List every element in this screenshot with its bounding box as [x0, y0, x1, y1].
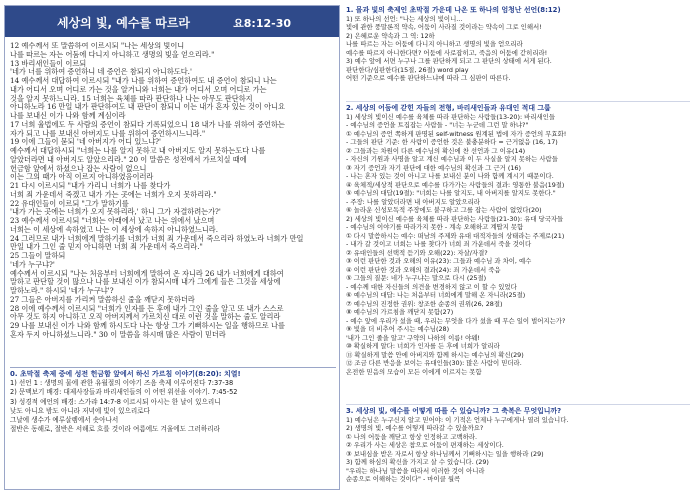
outline-line: - 자신의 기원과 사명을 알고 계신 예수님과 이 두 사실을 알지 못하는 사람들 — [346, 155, 558, 163]
outline-line: ③ 이런 판단한 것과 오해의 이유(23): 그들과 예수님 과 차이, 예수 — [346, 257, 532, 265]
passage-line: 25 그들이 말하되 — [10, 251, 66, 260]
outline-line: ③ 자기 증언과 자기 판단에 대한 예수님의 확신과 그 근거 (16) — [346, 163, 521, 172]
passage-line: 21 다시 이르시되 "내가 가리니 너희가 나를 찾다가 — [10, 181, 171, 190]
outline-line: 2) 은혜로운 약속과 그 역: 12하 — [346, 31, 435, 40]
outline-line: 어떤 기준으로 예수를 판단하느냐에 따라 그 심판이 따른다. — [346, 74, 511, 82]
outline-line: ① 예수님의 증언 쪽하게 판명된 self-witness 원계된 법에 자가 증언의 무효화! — [346, 129, 567, 138]
passage-line: 아무 것도 하지 아니하고 오직 아버지께서 가르치신 대로 이런 것을 말하는 줄도 알리라 — [10, 312, 281, 322]
passage-line: 말하노라." 하시되 '네가 누구냐'? — [10, 286, 114, 295]
outline-line: - 주장: 나를 알았더라면 내 아버지도 알았으리라 — [346, 197, 480, 206]
outline-line: 3) 함께 하심의 확신을 가지고 살 수 있습니다. (29) — [346, 458, 489, 466]
section-2-lines — [346, 113, 690, 377]
passage-line: 혼자 두지 아니하셨느니라." 30 이 말씀을 하시매 많은 사람이 믿더라 — [10, 329, 226, 339]
outline-line: ② 그들과는 차원이 다른 예수님의 확신에 찬 선언과 그 이유(14) — [346, 146, 526, 155]
outline-line: 순종으로 이해하는 것이다" - 마이클 월콕 — [346, 475, 461, 483]
outline-line: - 내가 갈 것이고 너희는 나를 찾다가 너희 죄 가운데서 죽을 것이다 — [346, 240, 532, 248]
outline-line: ⑩ 확실하게 알다: 너희가 인자를 든 후에 너희가 알리라 — [346, 342, 500, 350]
outline-line: ⑧ 예수님의 가르침을 깨닫지 못함(27) — [346, 308, 454, 316]
outline-line: - 그들의 판단 기준: 한 사람이 증언한 것은 불충분하다 = 근거없음 (16, 17) — [346, 138, 558, 146]
outline-line: 빛에 관한 풍말론적 약속, 어둠이 사라질 것이라는 약속이 그로 인해서! — [346, 23, 542, 31]
scripture-reference: 요8:12-30 — [233, 17, 291, 30]
passage-line: 아니하노라 16 만일 내가 판단하여도 내 판단이 참되니 이는 내가 혼자 있는 것이 아니요 — [10, 102, 285, 112]
outline-line: ⑤ 예수님의 대답(19절): "너희는 나를 알지도, 내 아버지를 알지도 못한다." — [346, 189, 556, 197]
outline-line: ① 나의 어둠을 깨닫고 항상 인정하고 고백하라. — [346, 432, 478, 441]
outline-line: ⑫ 조금 다른 반응을 보이는 유대인들(30): 많은 사람이 믿더라. — [346, 359, 522, 367]
section-divider — [346, 101, 690, 102]
passage-line: '내가 가는 곳에는 너희가 오지 못하리라,' 하니 그가 자결하려는가?' — [10, 207, 221, 217]
section-0 — [10, 370, 336, 488]
outline-line: - 예수님의 이야기를 따라가지 못한 - 계속 오해하고 계땁지 못함 — [346, 223, 524, 231]
left-column — [4, 5, 340, 490]
page-title: 세상의 빛, 예수를 따르라 — [57, 16, 191, 30]
section-0-heading: 0. 초막절 축제 중에 성전 헌금함 앞에서 하신 가르침 이야기(8:20): 치열! — [10, 370, 241, 378]
section-2-heading: 2. 세상의 어둠에 갇힌 자들의 전형, 바리새인들과 유대인 적대 그룹 — [346, 104, 551, 112]
outline-line: ① 다시 말씀하시는 예수: 떠남의 주제와 유대 대적자들의 상태라는 주제로(21) — [346, 231, 565, 240]
outline-line: - 예수님의 증언을 트집잡는 사람들 - "너는 누군데 그런 말 하냐?" — [346, 121, 529, 129]
outline-line: ⑨ 빛을 더 비추어 주시는 예수님(28) — [346, 325, 450, 333]
passage-line: 19 이에 그들이 묻되 '네 아버지가 어디 있느냐?' — [10, 137, 161, 147]
title-bar — [5, 6, 339, 37]
section-3 — [346, 407, 690, 489]
passage-line: 자가 되고 나를 보내신 아버지도 나를 위하여 증언하시느니라." — [10, 128, 206, 138]
outline-line: "우리는 하나님 말씀을 따라서 이러한 것이 아니라 — [346, 466, 485, 475]
passage-line: '네가 너를 위하여 증언하니 네 증언은 참되지 아니하도다.' — [10, 67, 192, 77]
outline-line: 2) 생명의 빛, 예수를 어떻게 따라갈 수 있을까요? — [346, 424, 484, 432]
passage-line: 28 이에 예수께서 이르시되 "너희가 인자를 든 후에 내가 그인 줄을 알고 또 내가 스스로 — [10, 303, 284, 313]
outline-line: - 예수께 대한 자신들의 의견을 변경하지 않고 이 할 수 있었다 — [346, 282, 517, 291]
passage-line: 내가 어디서 오며 어디로 가는 것을 알거니와 너희는 내가 어디서 오며 어디로 가는 — [10, 84, 267, 94]
outline-line: ② 유대인들의 선택적 듣기와 오해(22): 자살/자결? — [346, 248, 488, 257]
outline-line: 판단한다/심판한다(15절, 26절) word play — [346, 65, 469, 74]
right-column — [346, 5, 690, 490]
outline-line: ④ 이런 판단한 것과 오해의 결과(24): 죄 가운데서 죽음 — [346, 265, 501, 274]
outline-line: 3) 예수 앞에 서면 누구나 그를 판단하게 되고 그 판단의 상태에 서게 된다. — [346, 57, 552, 65]
section-0-lines — [10, 379, 336, 434]
section-divider — [346, 404, 690, 405]
passage-line: 예수께서 대답하시되 "너희는 나를 알지 못하고 내 아버지도 알지 못하는도다 나를 — [10, 146, 266, 155]
outline-line: - 나는 혼자 있는 것이 아니고 나를 보내신 분이 나와 함께 계시기 때문이다. — [346, 172, 554, 180]
outline-line: 나를 따르는 자는 어둠에 다니지 아니하고 생명의 빛을 얻으리라 — [346, 40, 523, 48]
outline-line: 2) 문맥보기 배경: 대제사장들과 바리새인들의 이 어떤 위선을 이야기. 7:45-52 — [10, 388, 238, 397]
outline-line: ③ 보내심을 받은 자로서 항상 하나님께서 기뻐하시는 일을 행하라 (29) — [346, 449, 544, 458]
passage-line: 것을 알지 못하느니라. 15 너희는 육체를 따라 판단하나 나는 아무도 판단하지 — [10, 93, 253, 103]
passage-line: 나를 따르는 자는 어둠에 다니지 아니하고 생명의 빛을 얻으리라." — [10, 49, 215, 59]
outline-line: 1) 예수님은 누구신지 알고 믿어야: 이 기적은 언제나 누구에게나 열려 있습니다. — [346, 415, 569, 424]
outline-line: '내가 그인 줄을 알고' 구약의 나하의 이름! 야웨! — [346, 333, 480, 342]
section-2 — [346, 104, 690, 400]
outline-line: 절반은 동해로, 절반은 서해로 흐를 것이라 여름에도 겨울에도 그러하리라 — [10, 425, 220, 434]
passage-line: 너희 죄 가운데서 죽겠고 내가 가는 곳에는 너희가 오지 못하리라." — [10, 189, 217, 199]
passage-line: '네가 누구냐?' — [10, 259, 55, 269]
passage-line: 이는 그의 때가 아직 이르지 아니하였음이러라 — [10, 172, 154, 182]
outline-line: 그날에 생수가 예루살렘에서 솟아나서 — [10, 416, 119, 425]
outline-line: ④ 육체적/세상적 판단으로 예수를 다가가는 사람들의 결과: 영통한 불음(19절) — [346, 180, 565, 189]
outline-line: 1) 선언 1 : 생명의 물에 관한 유월절의 이야기 즈음 축제 이루어진다 7:37-38 — [10, 379, 234, 388]
outline-line: ⑪ 확실하게 말씀 안에 아버지와 함께 하시는 예수님의 확신(29) — [346, 350, 524, 359]
passage-line: 너희는 이 세상에 속하였고 나는 이 세상에 속하지 아니하였느니라. — [10, 224, 219, 234]
passage-line: 13 바리새인들이 이르되 — [10, 58, 87, 68]
outline-line: 1) 또 하나의 선언: "나는 세상의 빛이니... — [346, 14, 463, 23]
passage-line: 17 너희 율법에도 두 사람의 증언이 참되다 기록되었으니 18 내가 나를 위하여 증언하는 — [10, 119, 285, 129]
section-divider — [10, 367, 336, 368]
passage-line: 나를 보내신 이가 나와 함께 계심이라 — [10, 111, 126, 120]
outline-line: 3) 성경적 예언의 배경: 스가랴 14:7-8 이르시되 아시는 한 날이 있으리니 — [10, 397, 221, 406]
outline-line: ⑥ 예수님의 대답: 나는 처음부터 너희에게 말해 온 자니라(25절) — [346, 291, 526, 299]
outline-line: 낮도 아니요 밤도 아니라 저녁에 빛이 있으리로다 — [10, 406, 150, 415]
passage-line: 예수께서 이르시되 "나는 처음부터 너희에게 말하여 온 자니라 26 내가 너희에게 대하여 — [10, 268, 284, 278]
passage-line: 23 예수께서 이르시되 "너희는 아래에서 났고 나는 위에서 났으며 — [10, 216, 215, 225]
passage-line: 만일 내가 그인 줄 믿지 아니하면 너희 죄 가운데서 죽으리라." — [10, 242, 203, 252]
section-1-lines — [346, 15, 690, 83]
passage-line: 14 예수께서 대답하여 이르시되 "내가 나를 위하여 증언하여도 내 증언이 참되니 나는 — [10, 76, 277, 85]
outline-line: ⑤ 그들의 질문: 네가 누구냐는 말으로 다시 (25절) — [346, 274, 487, 282]
section-1-heading: 1. 몰과 빛의 축제인 초막절 가운데 나온 또 하나의 엄청난 선언(8:12) — [346, 6, 561, 14]
outline-line: - 예수 앞에 우리가 섰을 때, 우리는 무엇을 다가 섰을 때 무슨 일이 벌어지는가? — [346, 316, 566, 325]
outline-line: ⑥ 놀라운 신성모독적 주장에도 붙구하고 그를 잡는 사람이 없었다(20) — [346, 206, 542, 214]
passage-line: 알았더라면 내 아버지도 알았으리라." 20 이 말씀은 성전에서 가르치실 때에 — [10, 154, 247, 164]
outline-line: 2) 세상의 빛이신 예수를 육체를 따라 판단하는 사람들(21-30): 유대 당국자들 — [346, 214, 564, 223]
passage-line: 말하고 판단할 것이 많으나 나를 보내신 이가 참되시매 내가 그에게 들은 그것을 세상에 — [10, 277, 281, 287]
outline-line: 온전한 믿음의 모습이 모든 이에게 이르지는 못함 — [346, 367, 482, 376]
section-1 — [346, 6, 690, 99]
outline-line: 예수를 따르지 아니한다면? 어둠에 사로잡히고, 죽음의 어둠에 갇히리라! — [346, 48, 548, 57]
passage-line: 22 유대인들이 이르되 "그가 말하기를 — [10, 198, 129, 208]
passage-line: 29 나를 보내신 이가 나와 함께 하시도다 나는 항상 그가 기뻐하시는 일을 행하므로 나를 — [10, 321, 285, 330]
passage-line: 27 그들은 아버지를 가리켜 말씀하신 줄을 깨닫지 못하더라 — [10, 294, 195, 304]
outline-line: ⑦ 예수님의 진정한 권위: 창조한 순종의 권위(26, 28절) — [346, 299, 503, 308]
passage-line: 24 그러므로 내가 너희에게 말하기를 너희가 너희 죄 가운데서 죽으리라 하였노라 너희가 만일 — [10, 233, 304, 243]
section-3-heading: 3. 세상의 빛, 예수를 어떻게 따를 수 있습니까? 그 축복은 무엇입니까? — [346, 407, 562, 415]
outline-line: 1) 세상의 빛이신 예수를 육체를 따라 판단하는 사람들(13-20): 바리새인들 — [346, 112, 556, 121]
passage-line: 12 예수께서 또 말씀하여 이르시되 "나는 세상의 빛이니 — [10, 42, 185, 50]
section-3-lines — [346, 416, 690, 484]
passage-line: 헌금함 앞에서 하셨으나 잡는 사람이 없으니 — [10, 163, 147, 173]
scripture-passage — [10, 42, 336, 364]
outline-line: ② 우리가 사는 세상은 참으로 어둠이 편재하는 세상이다. — [346, 441, 504, 449]
